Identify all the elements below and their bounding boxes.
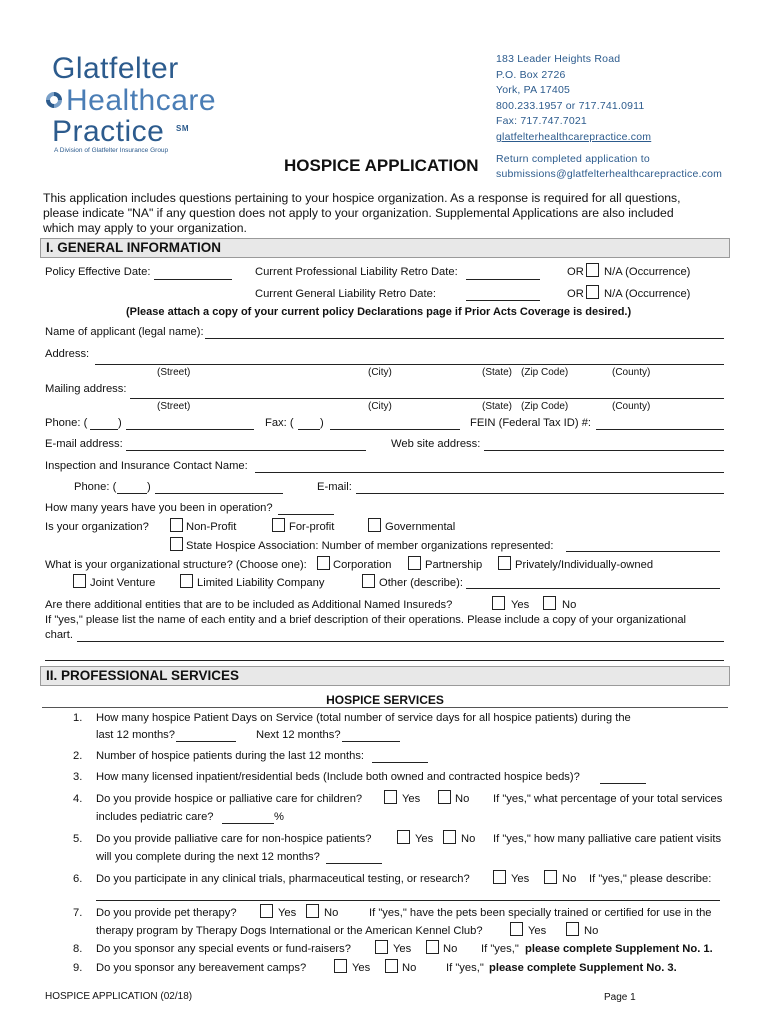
additional-yes-checkbox[interactable] xyxy=(492,596,505,610)
privately-label: Privately/Individually-owned xyxy=(515,559,654,571)
logo-line-healthcare: Healthcare xyxy=(66,84,217,117)
q3-text: How many licensed inpatient/residential beds (Include both owned and contracted hospice beds)? xyxy=(96,771,580,783)
non-profit-label: Non-Profit xyxy=(186,521,237,533)
q4-pediatric-label: includes pediatric care? xyxy=(96,811,214,823)
q5-if-yes: If "yes," how many palliative care patient visits xyxy=(493,833,722,845)
q7b-no-checkbox[interactable] xyxy=(566,922,579,936)
fax-area-field[interactable] xyxy=(298,429,320,430)
q5-no-label: No xyxy=(461,833,476,845)
footer-page-number: Page 1 xyxy=(604,992,636,1003)
q4-no-checkbox[interactable] xyxy=(438,790,451,804)
q4-no-label: No xyxy=(455,793,470,805)
llc-label: Limited Liability Company xyxy=(197,577,325,589)
phone-field[interactable] xyxy=(126,429,254,430)
governmental-checkbox[interactable] xyxy=(368,518,381,532)
q8-no-checkbox[interactable] xyxy=(426,940,439,954)
q5-no-checkbox[interactable] xyxy=(443,830,456,844)
address-street: 183 Leader Heights Road xyxy=(496,53,621,65)
additional-entities-field[interactable] xyxy=(77,641,724,642)
q7-no-checkbox[interactable] xyxy=(306,904,319,918)
privately-checkbox[interactable] xyxy=(498,556,511,570)
other-checkbox[interactable] xyxy=(362,574,375,588)
q7-yes-checkbox[interactable] xyxy=(260,904,273,918)
street-caption: (Street) xyxy=(157,367,191,378)
q7-program-text: therapy program by Therapy Dogs International or the American Kennel Club? xyxy=(96,925,483,937)
intro-line-1: This application includes questions pertaining to your hospice organization. As a response is required for all questions, xyxy=(43,191,681,205)
section-general-information xyxy=(40,238,730,258)
gen-na-label: N/A (Occurrence) xyxy=(604,288,691,300)
contact-email-label: E-mail: xyxy=(317,481,352,493)
prof-retro-label: Current Professional Liability Retro Date: xyxy=(255,266,458,278)
contact-phone-area-field[interactable] xyxy=(117,493,147,494)
or-label-2: OR xyxy=(567,288,584,300)
logo-sm: SM xyxy=(176,124,189,133)
website-link[interactable]: glatfelterhealthcarepractice.com xyxy=(496,131,652,143)
q6-number: 6. xyxy=(73,873,83,885)
q7-yes-label: Yes xyxy=(278,907,297,919)
other-label: Other (describe): xyxy=(379,577,463,589)
address-box: P.O. Box 2726 xyxy=(496,69,566,81)
applicant-name-field[interactable] xyxy=(205,338,724,339)
contact-name-field[interactable] xyxy=(255,472,724,473)
contact-phone-label: Phone: ( xyxy=(74,481,117,493)
q3-number: 3. xyxy=(73,771,83,783)
state-assoc-checkbox[interactable] xyxy=(170,537,183,551)
gen-na-checkbox[interactable] xyxy=(586,285,599,299)
contact-name-label: Inspection and Insurance Contact Name: xyxy=(45,460,248,472)
website-label: Web site address: xyxy=(391,438,481,450)
additional-entities-field-2[interactable] xyxy=(45,660,724,661)
q9-yes-label: Yes xyxy=(352,962,371,974)
q7b-no-label: No xyxy=(584,925,599,937)
hospice-services-subtitle: HOSPICE SERVICES xyxy=(326,693,444,707)
website-field[interactable] xyxy=(484,450,724,451)
phone-paren: ) xyxy=(118,417,122,429)
q2-text: Number of hospice patients during the last 12 months: xyxy=(96,750,365,762)
q8-yes-checkbox[interactable] xyxy=(375,940,388,954)
gen-retro-field[interactable] xyxy=(466,300,540,301)
fax-paren: ) xyxy=(320,417,324,429)
q6-describe-field[interactable] xyxy=(96,900,720,901)
q5-field[interactable] xyxy=(326,863,382,864)
section-title: I. GENERAL INFORMATION xyxy=(46,240,221,255)
fax-label: Fax: ( xyxy=(265,417,294,429)
mailing-address-label: Mailing address: xyxy=(45,383,127,395)
prof-na-checkbox[interactable] xyxy=(586,263,599,277)
q3-field[interactable] xyxy=(600,783,646,784)
additional-no-label: No xyxy=(562,599,577,611)
state-assoc-label: State Hospice Association: Number of member organizations represented: xyxy=(186,540,554,552)
corporation-label: Corporation xyxy=(333,559,392,571)
phone-area-field[interactable] xyxy=(90,429,118,430)
policy-date-field[interactable] xyxy=(154,279,232,280)
additional-insureds-question: Are there additional entities that are to be included as Additional Named Insureds? xyxy=(45,599,453,611)
address-city: York, PA 17405 xyxy=(496,84,571,96)
q8-no-label: No xyxy=(443,943,458,955)
page-title: HOSPICE APPLICATION xyxy=(284,156,479,175)
joint-venture-checkbox[interactable] xyxy=(73,574,86,588)
q9-yes-checkbox[interactable] xyxy=(334,959,347,973)
q7b-yes-label: Yes xyxy=(528,925,547,937)
for-profit-checkbox[interactable] xyxy=(272,518,285,532)
footer-form-id: HOSPICE APPLICATION (02/18) xyxy=(45,991,193,1002)
additional-note-2: chart. xyxy=(45,629,73,641)
q9-number: 9. xyxy=(73,962,83,974)
state-caption: (State) xyxy=(482,367,513,378)
fein-label: FEIN (Federal Tax ID) #: xyxy=(470,417,592,429)
q6-yes-checkbox[interactable] xyxy=(493,870,506,884)
corporation-checkbox[interactable] xyxy=(317,556,330,570)
prof-na-label: N/A (Occurrence) xyxy=(604,266,691,278)
fax-field[interactable] xyxy=(330,429,460,430)
county-caption-2: (County) xyxy=(612,401,651,412)
q2-number: 2. xyxy=(73,750,83,762)
q7-text: Do you provide pet therapy? xyxy=(96,907,237,919)
q7-if-yes: If "yes," have the pets been specially trained or certified for use in the xyxy=(369,907,712,919)
policy-date-label: Policy Effective Date: xyxy=(45,266,151,278)
attach-note: (Please attach a copy of your current policy Declarations page if Prior Acts Coverage is desired.) xyxy=(126,306,632,318)
intro-line-2: please indicate "NA" if any question does not apply to your organization. Supplemental Applications are also included xyxy=(43,206,674,220)
q6-no-checkbox[interactable] xyxy=(544,870,557,884)
street-caption-2: (Street) xyxy=(157,401,191,412)
q9-supplement: please complete Supplement No. 3. xyxy=(489,962,677,974)
q6-yes-label: Yes xyxy=(511,873,530,885)
q7-no-label: No xyxy=(324,907,339,919)
city-caption-2: (City) xyxy=(368,401,392,412)
q5-number: 5. xyxy=(73,833,83,845)
q1-last12-label: last 12 months? xyxy=(96,729,175,741)
q1-text: How many hospice Patient Days on Service (total number of service days for all hospice patients) during the xyxy=(96,712,631,724)
return-line-1: Return completed application to xyxy=(496,153,650,165)
org-structure-label: What is your organizational structure? (Choose one): xyxy=(45,559,307,571)
q9-text: Do you sponsor any bereavement camps? xyxy=(96,962,307,974)
or-label: OR xyxy=(567,266,584,278)
email-field[interactable] xyxy=(126,450,366,451)
q4-text: Do you provide hospice or palliative care for children? xyxy=(96,793,363,805)
q1-last12-field[interactable] xyxy=(176,741,236,742)
address-label: Address: xyxy=(45,348,90,360)
governmental-label: Governmental xyxy=(385,521,456,533)
partnership-label: Partnership xyxy=(425,559,483,571)
subtitle-divider xyxy=(42,707,728,708)
q9-if-yes: If "yes," xyxy=(446,962,484,974)
q1-next12-field[interactable] xyxy=(342,741,400,742)
q2-field[interactable] xyxy=(372,762,428,763)
q1-next12-label: Next 12 months? xyxy=(256,729,341,741)
q8-yes-label: Yes xyxy=(393,943,412,955)
additional-no-checkbox[interactable] xyxy=(543,596,556,610)
state-assoc-field[interactable] xyxy=(566,551,720,552)
q4-number: 4. xyxy=(73,793,83,805)
years-label: How many years have you been in operation? xyxy=(45,502,273,514)
q7b-yes-checkbox[interactable] xyxy=(510,922,523,936)
zip-caption: (Zip Code) xyxy=(521,367,569,378)
logo-swirl-icon xyxy=(44,90,64,110)
logo-line-practice: Practice xyxy=(52,115,165,148)
q6-if-yes: If "yes," please describe: xyxy=(589,873,712,885)
state-caption-2: (State) xyxy=(482,401,513,412)
additional-note-1: If "yes," please list the name of each entity and a brief description of their operations. Please include a copy of your organizational xyxy=(45,614,687,626)
llc-checkbox[interactable] xyxy=(180,574,193,588)
q8-number: 8. xyxy=(73,943,83,955)
q9-no-label: No xyxy=(402,962,417,974)
q8-text: Do you sponsor any special events or fund-raisers? xyxy=(96,943,351,955)
city-caption: (City) xyxy=(368,367,392,378)
contact-phone-paren: ) xyxy=(147,481,151,493)
contact-email-field[interactable] xyxy=(356,493,724,494)
address-fax: Fax: 717.747.7021 xyxy=(496,115,587,127)
logo-line-glatfelter: Glatfelter xyxy=(52,52,179,85)
contact-phone-field[interactable] xyxy=(155,493,283,494)
submission-email-link[interactable]: submissions@glatfelterhealthcarepractice.com xyxy=(496,168,723,180)
q6-no-label: No xyxy=(562,873,577,885)
for-profit-label: For-profit xyxy=(289,521,335,533)
q9-no-checkbox[interactable] xyxy=(385,959,398,973)
section-professional-services xyxy=(40,666,730,686)
address-field[interactable] xyxy=(95,364,724,365)
q5-next12-label: will you complete during the next 12 months? xyxy=(96,851,320,863)
q5-text: Do you provide palliative care for non-hospice patients? xyxy=(96,833,372,845)
county-caption: (County) xyxy=(612,367,651,378)
joint-venture-label: Joint Venture xyxy=(90,577,156,589)
q8-supplement: please complete Supplement No. 1. xyxy=(525,943,713,955)
q4-pct-sign: % xyxy=(274,811,284,823)
prof-retro-field[interactable] xyxy=(466,279,540,280)
phone-label: Phone: ( xyxy=(45,417,88,429)
section-title-2: II. PROFESSIONAL SERVICES xyxy=(46,668,240,683)
q8-if-yes: If "yes," xyxy=(481,943,519,955)
q1-number: 1. xyxy=(73,712,83,724)
q4-yes-checkbox[interactable] xyxy=(384,790,397,804)
is-org-label: Is your organization? xyxy=(45,521,149,533)
zip-caption-2: (Zip Code) xyxy=(521,401,569,412)
intro-line-3: which may apply to your organization. xyxy=(43,221,247,235)
q4-if-yes: If "yes," what percentage of your total services xyxy=(493,793,723,805)
years-field[interactable] xyxy=(278,514,334,515)
other-describe-field[interactable] xyxy=(466,588,720,589)
email-label: E-mail address: xyxy=(45,438,123,450)
q5-yes-label: Yes xyxy=(415,833,434,845)
logo-division: A Division of Glatfelter Insurance Group xyxy=(54,147,169,154)
applicant-name-label: Name of applicant (legal name): xyxy=(45,326,204,338)
additional-yes-label: Yes xyxy=(511,599,530,611)
q5-yes-checkbox[interactable] xyxy=(397,830,410,844)
non-profit-checkbox[interactable] xyxy=(170,518,183,532)
mailing-address-field[interactable] xyxy=(130,398,724,399)
address-phone: 800.233.1957 or 717.741.0911 xyxy=(496,100,645,112)
partnership-checkbox[interactable] xyxy=(408,556,421,570)
q7-number: 7. xyxy=(73,907,83,919)
fein-field[interactable] xyxy=(596,429,724,430)
q6-text: Do you participate in any clinical trials, pharmaceutical testing, or research? xyxy=(96,873,470,885)
q4-yes-label: Yes xyxy=(402,793,421,805)
q4-pct-field[interactable] xyxy=(222,823,274,824)
gen-retro-label: Current General Liability Retro Date: xyxy=(255,288,436,300)
